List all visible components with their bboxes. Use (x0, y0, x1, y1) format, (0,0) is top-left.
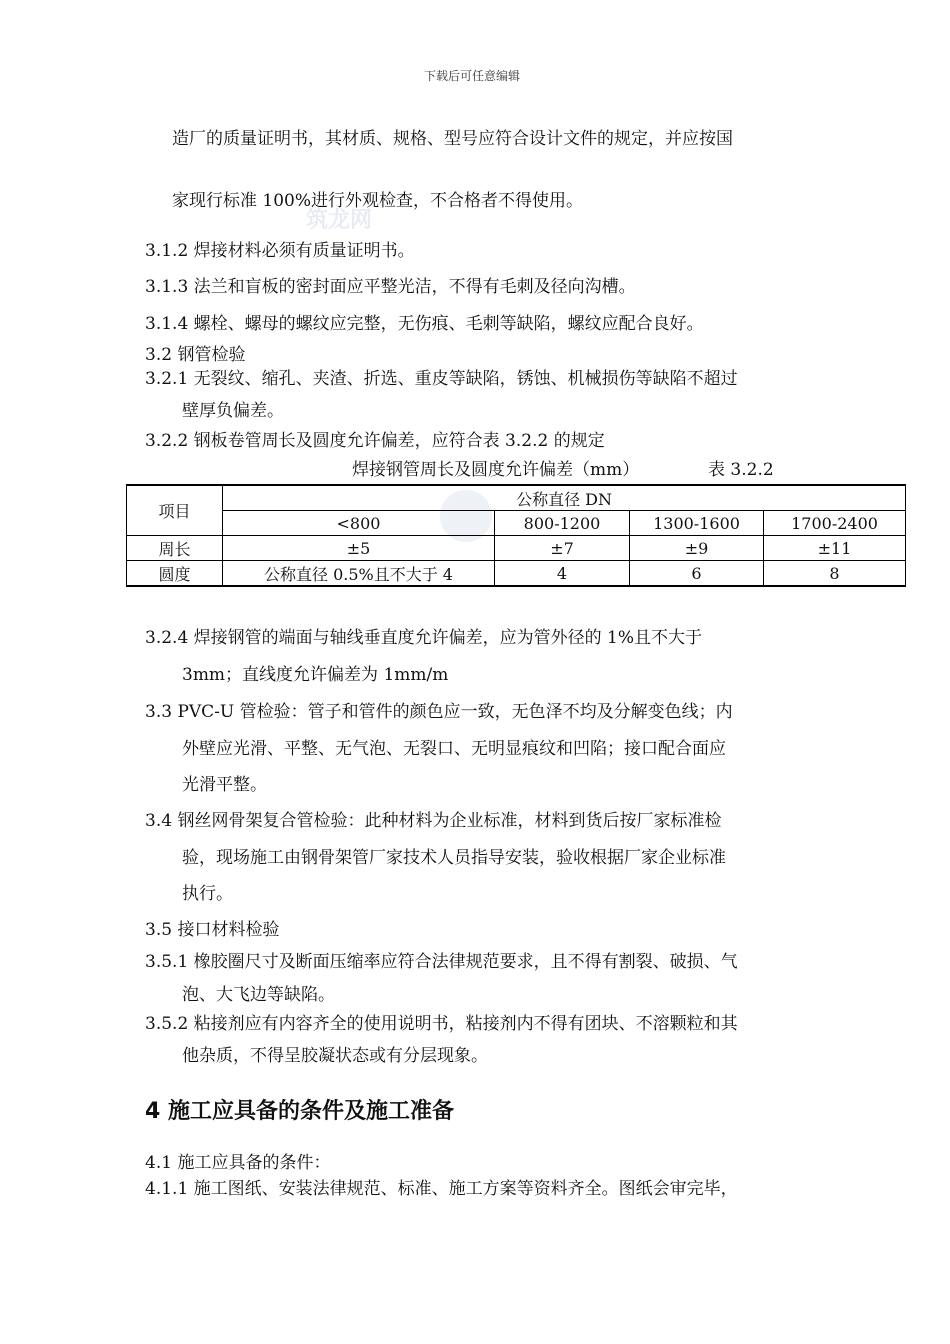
table-header-group: 公称直径 DN (223, 485, 906, 511)
clause-4-1-1: 4.1.1 施工图纸、安装法律规范、标准、施工方案等资料齐全。图纸会审完毕， (145, 1179, 738, 1199)
paragraph-line: 造厂的质量证明书，其材质、规格、型号应符合设计文件的规定，并应按国 (172, 129, 733, 149)
clause-3-2-1: 3.2.1 无裂纹、缩孔、夹渣、折选、重皮等缺陷，锈蚀、机械损伤等缺陷不超过 (145, 369, 738, 389)
section-3-4-cont: 执行。 (182, 884, 233, 904)
section-3-2: 3.2 钢管检验 (145, 345, 246, 365)
table-col-header: <800 (223, 511, 495, 536)
clause-3-5-2-cont: 他杂质，不得呈胶凝状态或有分层现象。 (182, 1046, 488, 1066)
tolerance-table (126, 484, 906, 587)
clause-3-2-2: 3.2.2 钢板卷管周长及圆度允许偏差，应符合表 3.2.2 的规定 (145, 431, 605, 451)
clause-3-5-1-cont: 泡、大飞边等缺陷。 (182, 985, 335, 1005)
table-col-header: 1300-1600 (630, 511, 764, 536)
table-caption: 焊接钢管周长及圆度允许偏差（mm） (352, 460, 640, 480)
section-3-5: 3.5 接口材料检验 (145, 920, 280, 940)
page-header: 下载后可任意编辑 (424, 69, 521, 83)
section-4-1: 4.1 施工应具备的条件： (145, 1153, 331, 1173)
table-cell: 4 (495, 561, 630, 587)
clause-3-1-4: 3.1.4 螺栓、螺母的螺纹应完整，无伤痕、毛刺等缺陷，螺纹应配合良好。 (145, 314, 704, 334)
table-cell: ±7 (495, 536, 630, 561)
paragraph-line: 家现行标准 100%进行外观检查，不合格者不得使用。 (172, 191, 584, 211)
table-number: 表 3.2.2 (708, 460, 774, 480)
section-3-3: 3.3 PVC-U 管检验：管子和管件的颜色应一致，无色泽不均及分解变色线；内 (145, 702, 733, 722)
clause-3-5-2: 3.5.2 粘接剂应有内容齐全的使用说明书，粘接剂内不得有团块、不溶颗粒和其 (145, 1014, 738, 1034)
section-3-4: 3.4 钢丝网骨架复合管检验：此种材料为企业标准，材料到货后按厂家标准检 (145, 811, 722, 831)
clause-3-2-4: 3.2.4 焊接钢管的端面与轴线垂直度允许偏差，应为管外径的 1%且不大于 (145, 628, 703, 648)
table-cell: 公称直径 0.5%且不大于 4 (223, 561, 495, 587)
clause-3-1-2: 3.1.2 焊接材料必须有质量证明书。 (145, 241, 415, 261)
clause-3-2-4-cont: 3mm；直线度允许偏差为 1mm/m (182, 665, 449, 685)
clause-3-5-1: 3.5.1 橡胶圈尺寸及断面压缩率应符合法律规范要求，且不得有割裂、破损、气 (145, 952, 738, 972)
table-row-label: 周长 (127, 536, 223, 561)
clause-3-2-1-cont: 壁厚负偏差。 (182, 401, 284, 421)
table-header-item: 项目 (127, 485, 223, 536)
section-3-3-cont: 外壁应光滑、平整、无气泡、无裂口、无明显痕纹和凹陷；接口配合面应 (182, 739, 726, 759)
table-cell: 8 (764, 561, 906, 587)
table-col-header: 1700-2400 (764, 511, 906, 536)
section-3-3-cont: 光滑平整。 (182, 775, 267, 795)
section-heading-4: 4 施工应具备的条件及施工准备 (145, 1099, 454, 1124)
table-row-label: 圆度 (127, 561, 223, 587)
clause-3-1-3: 3.1.3 法兰和盲板的密封面应平整光洁，不得有毛刺及径向沟槽。 (145, 277, 636, 297)
table-col-header: 800-1200 (495, 511, 630, 536)
table-row (127, 561, 906, 587)
table-cell: ±11 (764, 536, 906, 561)
table-row (127, 536, 906, 561)
table-cell: ±5 (223, 536, 495, 561)
table-cell: 6 (630, 561, 764, 587)
table-cell: ±9 (630, 536, 764, 561)
watermark-text: 筑龙网 (306, 207, 373, 233)
section-3-4-cont: 验，现场施工由钢骨架管厂家技术人员指导安装，验收根据厂家企业标准 (182, 848, 726, 868)
